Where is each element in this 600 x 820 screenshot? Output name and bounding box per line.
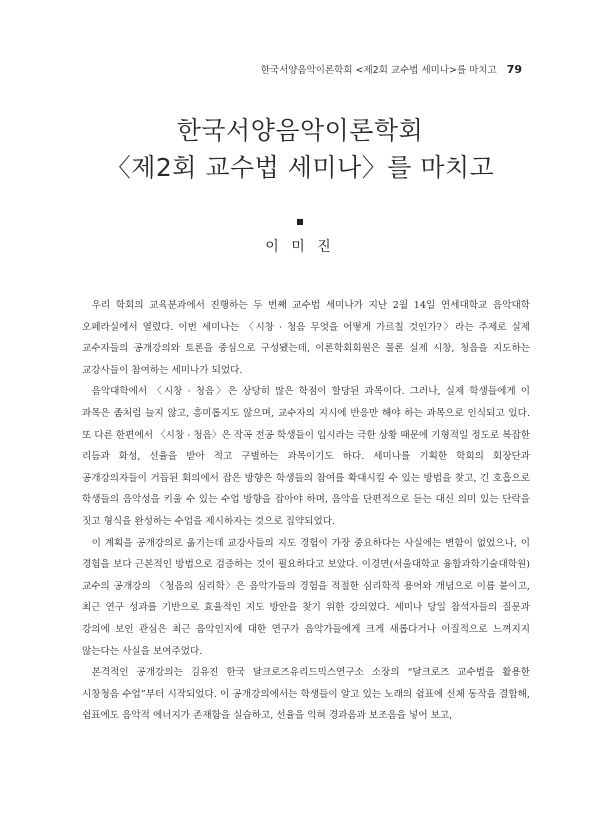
paragraph: 이 계획을 공개강의로 옮기는데 교강사들의 지도 경험이 가장 중요하다는 사실에는 변함이 없었으나, 이 경험을 보다 근본적인 방법으로 검증하는 것이 필요하다고 보았다. 이경면(서울대학교 융합과학기술대학원) 교수의 공개강의 〈청음의 심리학〉은 음악가들의 경험을 적절한 심리학적 용어와 개념으로 이름 붙이고, 최근 연구 성과를 기반으로 효율적인 지도 방안을 찾기 위한 강의였다. 세미나 당일 참석자들의 질문과 강의에 보인 관심은 최근 음악인지에 대한 연구가 음악가들에게 크게 새롭다거나 이질적으로 느껴지지 않는다는 사실을 보여주었다. [82,537,530,657]
page-number: 79 [506,63,522,76]
author-name: 이 미 진 [265,239,335,255]
paragraph: 음악대학에서 〈시창 · 청음〉은 상당히 많은 학점이 할당된 과목이다. 그러나, 실제 학생들에게 이 과목은 좀처럼 늘지 않고, 흥미롭지도 않으며, 교수자의 지시에 반응만 해야 하는 과목으로 인식되고 있다. 또 다른 한편에서 〈시창 · 청음〉은 작곡 전공 학생들이 입시라는 극한 상황 때문에 기형적일 정도로 복잡한 리듬과 화성, 선율을 받아 적고 구별하는 과목이기도 하다. 세미나를 기획한 학회의 회장단과 공개강의자들이 거듭된 회의에서 잡은 방향은 학생들의 참여를 확대시킬 수 있는 방법을 찾고, 긴 호흡으로 학생들의 음악성을 키울 수 있는 수업 방향을 잡아야 하며, 음악을 단편적으로 듣는 대신 의미 있는 단락을 짓고 형식을 완성하는 수업을 제시하자는 것으로 집약되었다. [82,386,530,527]
title-line-2: 〈제2회 교수법 세미나〉를 마치고 [105,153,495,182]
paragraph: 본격적인 공개강의는 김유진 한국 달크로즈유리드믹스연구소 소장의 “달크로즈 교수법을 활용한 시창청음 수업”부터 시작되었다. 이 공개강의에서는 학생들이 알고 있는 노래의 쉼표에 신체 동작을 결합해, 쉼표에도 음악적 에너지가 존재함을 실습하고, 선율을 익혀 경과음과 보조음을 넣어 보고, [82,667,530,722]
title-ornament-square [297,219,303,225]
article-title [0,112,600,186]
running-title: 한국서양음악이론학회 <제2회 교수법 세미나>를 마치고 [260,65,497,76]
title-line-1: 한국서양음악이론학회 [176,116,424,145]
paragraph: 우리 학회의 교육분과에서 진행하는 두 번째 교수법 세미나가 지난 2월 14일 연세대학교 음악대학 오페라실에서 열렸다. 이번 세미나는 〈시창 · 청음 무엇을 어떻게 가르칠 것인가?〉라는 주제로 실제 교수자들의 공개강의와 토론을 중심으로 구성됐는데, 이론학회회원은 물론 실제 시창, 청음을 지도하는 교강사들이 참여하는 세미나가 되었다. [82,300,530,376]
article-body [82,295,530,727]
running-header [261,62,522,76]
